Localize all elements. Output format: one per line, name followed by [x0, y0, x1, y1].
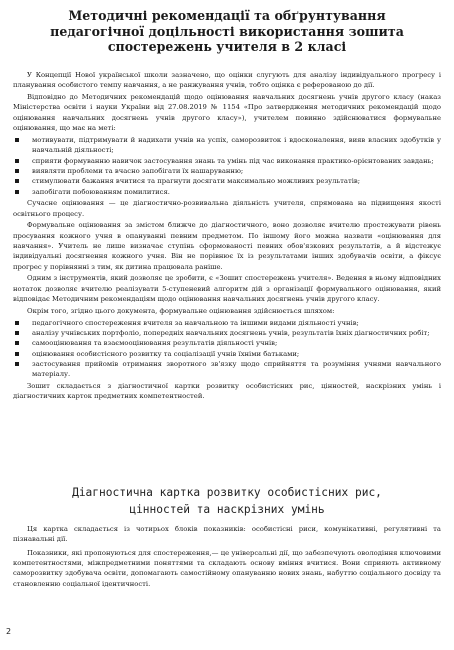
list-item: сприяти формуванню навичок застосування знань та умінь під час виконання практико-орієнтованих завдань;: [13, 156, 441, 166]
list-item: педагогічного спостереження вчителя за навчальною та іншими видами діяльності учнів;: [13, 318, 441, 328]
title-line-1: Методичні рекомендації та обґрунтування: [68, 8, 386, 23]
page-title: [40, 8, 414, 55]
paragraph: У Концепції Нової української школи зазначено, що оцінки слугують для аналізу індивідуального прогресу і планування особистого темпу навчання, а не ранжування учнів, тобто оцінка є реферованою до дії.: [13, 71, 441, 90]
list-item: виявляти проблеми та вчасно запобігати їх нашаруванню;: [13, 166, 441, 176]
paragraph: Окрім того, згідно цього документа, формувальне оцінювання здійснюється шляхом:: [27, 306, 335, 315]
section-diagnostic-card: [13, 524, 441, 592]
methods-list: [13, 318, 441, 380]
list-item: мотивувати, підтримувати й надихати учнів на успіх, саморозвиток і вдосконалення, вияв власних здобутків у навчальній діяльності;: [13, 135, 441, 156]
list-item: застосування прийомів отримання зворотного зв'язку щодо сприйняття та розуміння учнями навчального матеріалу.: [13, 359, 441, 380]
paragraph: Показники, які пропонуються для спостереження,— це універсальні дії, що забезпечують оволодіння ключовими компетентностями, міжпредметними поняттями та складають основу вміння вчитися. Вони сприяють активному саморозвитку здобувача освіти, допомагають самостійному опануванню нових знань, набуттю соціального досвіду та становленню соціальної ідентичності.: [13, 548, 441, 588]
paragraph: Формувальне оцінювання за змістом ближче до діагностичного, воно дозволяє вчителю простежувати рівень просування кожного учня в опануванні певним предметом. По іншому його можна назвати «оцінювання для навчання». Учитель не лише визначає ступінь сформованості певних обов'язкових результатів, а й відстежує індивідуальні досягнення кожного учня. Він не порівнює їх із результатами інших здобувачів освіти, а фіксує прогрес у порівнянні з тим, як дитина працювала раніше.: [13, 221, 441, 271]
paragraph: Ця картка складається із чотирьох блоків показників: особистісні риси, комунікативні, регулятивні та пізнавальні дії.: [13, 525, 441, 544]
section-title-line-2: цінностей та наскрізних умінь: [129, 503, 325, 516]
paragraph: Одним з інструментів, який дозволяє це зробити, є «Зошит спостережень учителя». Ведення в ньому відповідних нотаток дозволяє вчителю реалізувати 5-ступеневий алгоритм дій з організації формувального оцінювання, який відповідає Методичним рекомендаціям щодо оцінювання навчальних досягнень учнів другого класу.: [13, 274, 441, 304]
list-item: самооцінювання та взаємооцінювання результатів діяльності учнів;: [13, 338, 441, 348]
section-recommendations: [13, 70, 441, 403]
goals-list: [13, 135, 441, 197]
list-item: стимулювати бажання вчитися та прагнути досягати максимально можливих результатів;: [13, 176, 441, 186]
title-line-3: спостережень учителя в 2 класі: [107, 39, 347, 54]
page-number: 2: [6, 627, 12, 636]
title-line-2: педагогічної доцільності використання зошита: [50, 23, 404, 39]
section-title: [40, 484, 414, 518]
list-item: запобігати побоюванням помилитися.: [13, 187, 441, 197]
paragraph: Відповідно до Методичних рекомендацій щодо оцінювання навчальних досягнень учнів другого класу (наказ Міністерства освіти і науки України від 27.08.2019 № 1154 «Про затвердження методичних рекомендацій щодо оцінювання навчальних досягнень учнів другого класу»), учителем повинно здійснюватися формувальне оцінювання, що має на меті:: [13, 93, 441, 133]
paragraph: Зошит складається з діагностичної картки розвитку особистісних рис, цінностей, наскрізних умінь і діагностичних карток предметних компетентностей.: [13, 382, 441, 401]
section-title-line-1: Діагностична картка розвитку особистісних рис,: [72, 486, 382, 499]
paragraph: Сучасне оцінювання — це діагностично-розвивальна діяльність учителя, спрямована на підвищення якості освітнього процесу.: [13, 199, 441, 218]
list-item: аналізу учнівських портфоліо, попередніх навчальних досягнень учнів, результатів їхніх діагностичних робіт;: [13, 328, 441, 338]
list-item: оцінювання особистісного розвитку та соціалізації учнів їхніми батьками;: [13, 349, 441, 359]
